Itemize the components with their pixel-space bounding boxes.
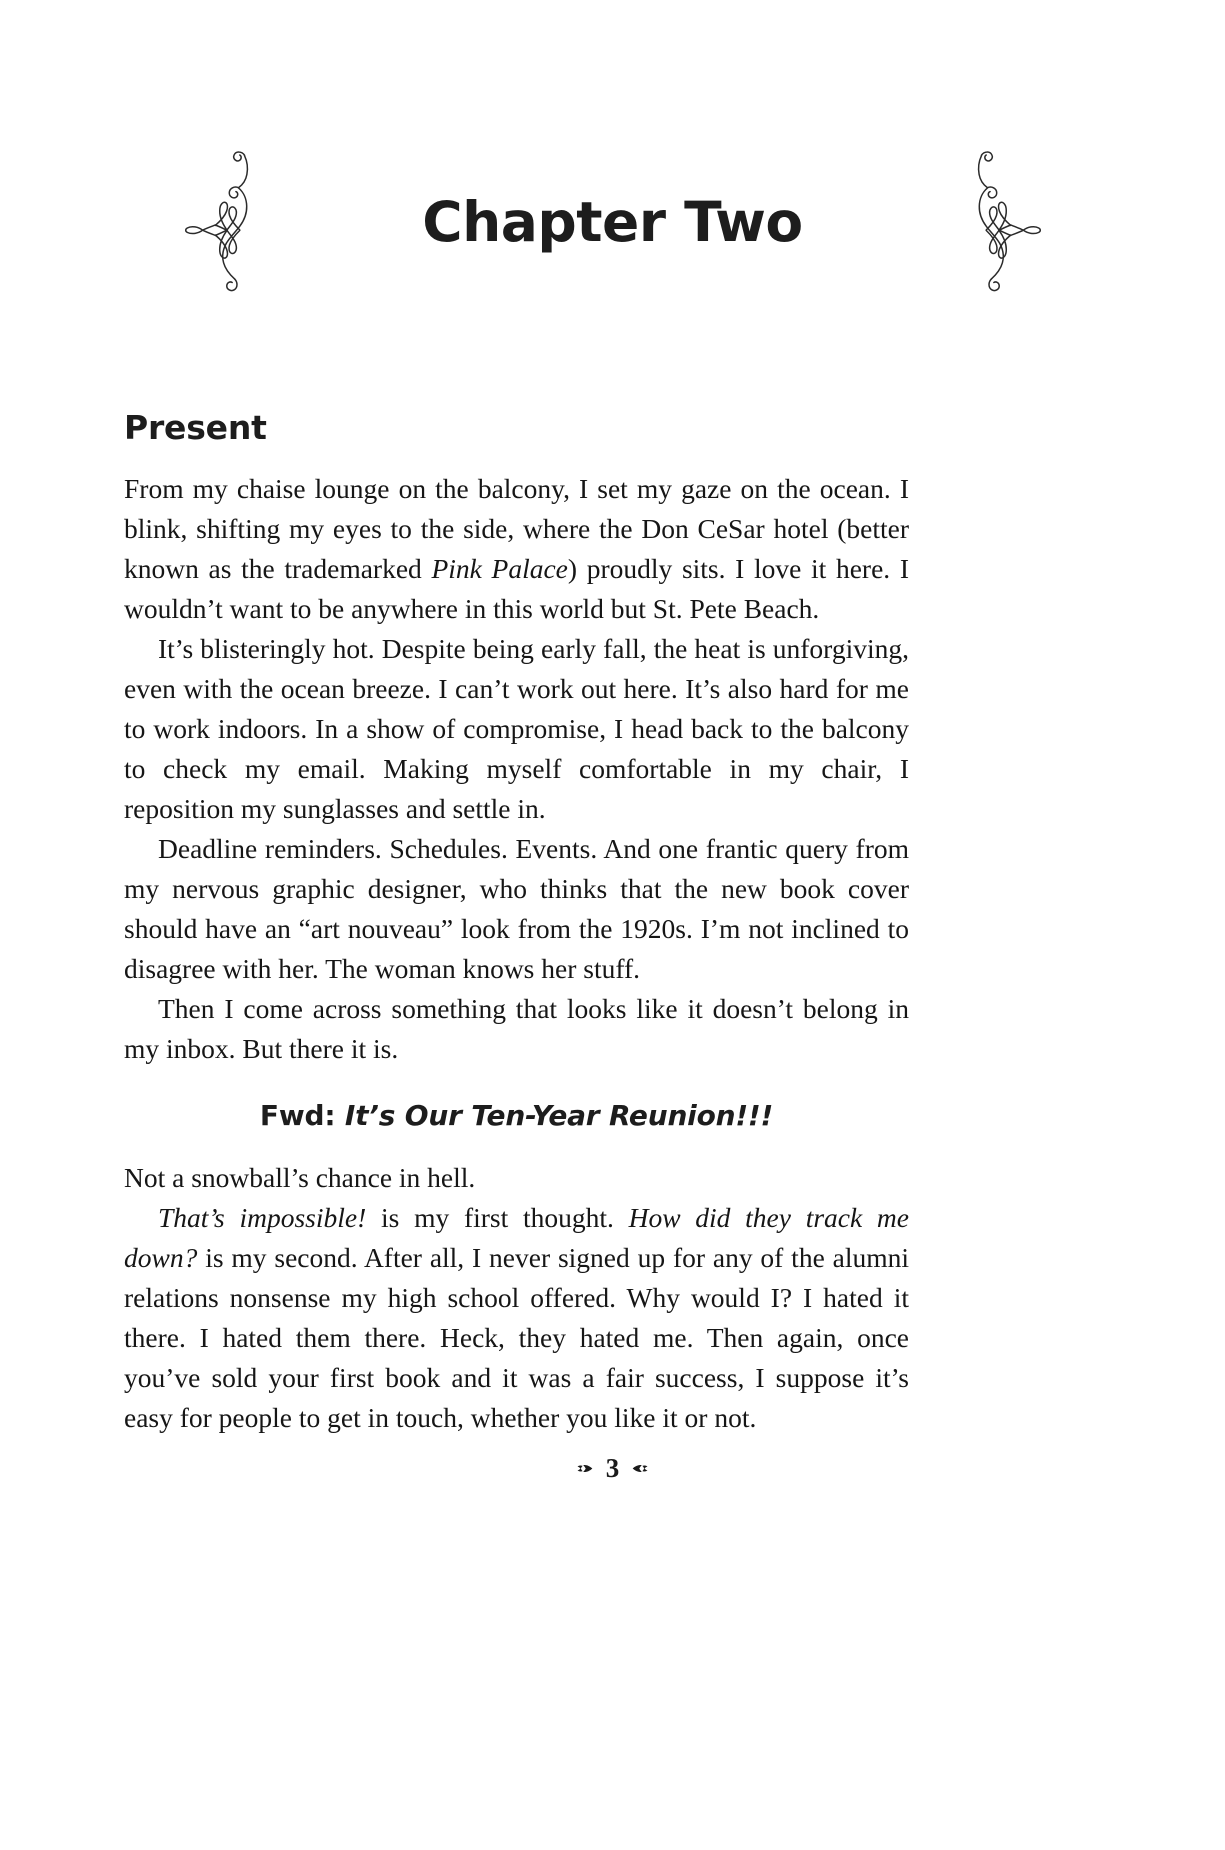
paragraph-6: [124, 1198, 909, 1438]
email-subject-heading: [124, 1099, 909, 1132]
chapter-title: Chapter Two: [422, 189, 803, 254]
paragraph-5: Not a snowball’s chance in hell.: [124, 1162, 476, 1193]
paragraph-1-text-b: ) proudly sits. I love it here. I wouldn’t want to be anywhere in this world but St. Pete Beach.: [124, 553, 909, 624]
page-number: 3: [605, 1453, 620, 1483]
chapter-header: [0, 140, 1225, 310]
paragraph-6-text-b: is my second. After all, I never signed up for any of the alumni relations nonsense my high school offered. Why would I? I hated it there. I hated them there. Heck, they hated me. Then again, once you’ve sold your first book and it was a fair success, I suppose it’s easy for people to get in touch, whether you like it or not.: [124, 1242, 909, 1433]
paragraph-6-italic-b: How did they track me down?: [124, 1202, 909, 1273]
email-subject-text: It’s Our Ten-Year Reunion!!!: [344, 1099, 774, 1132]
page-content: [124, 408, 909, 1438]
paragraph-6-text-a: is my first thought.: [366, 1202, 629, 1233]
page-footer: [0, 1455, 1225, 1482]
leaf-fleuron-left-icon: [576, 1459, 595, 1478]
leaf-fleuron-right-icon: [630, 1459, 649, 1478]
paragraph-1-italic-pink-palace: Pink Palace: [431, 553, 568, 584]
calligraphic-flourish-left-icon: [182, 141, 268, 309]
paragraph-6-italic-a: That’s impossible!: [158, 1202, 367, 1233]
paragraph-1: [124, 469, 909, 629]
email-subject-prefix: Fwd:: [259, 1099, 345, 1132]
paragraph-1-text-a: From my chaise lounge on the balcony, I set my gaze on the ocean. I blink, shifting my eyes to the side, where the Don CeSar hotel (better known as the trademarked: [124, 473, 909, 584]
paragraph-2: It’s blisteringly hot. Despite being early fall, the heat is unforgiving, even with the ocean breeze. I can’t work out here. It’s also hard for me to work indoors. In a show of compromise, I head back to the balcony to check my email. Making myself comfortable in my chair, I reposition my sunglasses and settle in.: [124, 633, 909, 824]
paragraph-3: Deadline reminders. Schedules. Events. And one frantic query from my nervous graphic designer, who thinks that the new book cover should have an “art nouveau” look from the 1920s. I’m not inclined to disagree with her. The woman knows her stuff.: [124, 833, 909, 984]
calligraphic-flourish-right-icon: [958, 141, 1044, 309]
section-heading-present: Present: [124, 408, 267, 447]
paragraph-4: Then I come across something that looks like it doesn’t belong in my inbox. But there it is.: [124, 993, 909, 1064]
